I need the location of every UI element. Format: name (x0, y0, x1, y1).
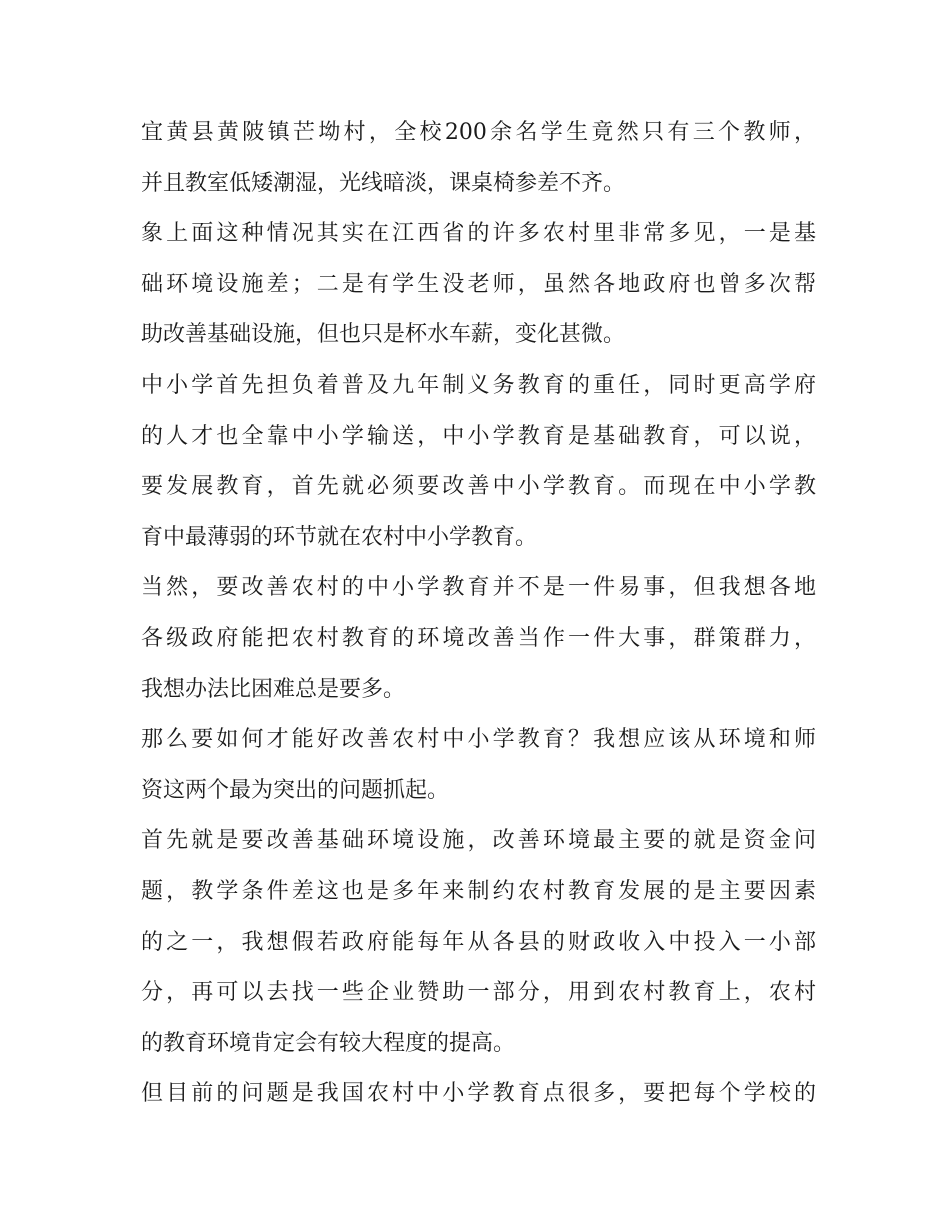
text-line: 但目前的问题是我国农村中小学教育点很多，要把每个学校的 (141, 1081, 816, 1107)
text-line: 并且教室低矮潮湿，光线暗淡，课桌椅参差不齐。 (141, 170, 626, 196)
text-line: 分，再可以去找一些企业赞助一部分，用到农村教育上，农村 (141, 980, 816, 1006)
text-line: 的人才也全靠中小学输送，中小学教育是基础教育，可以说， (141, 423, 816, 449)
text-line: 那么要如何才能好改善农村中小学教育？我想应该从环境和师 (141, 727, 816, 753)
text-line: 要发展教育，首先就必须要改善中小学教育。而现在中小学教 (141, 474, 816, 500)
text-line: 中小学首先担负着普及九年制义务教育的重任，同时更高学府 (141, 372, 816, 398)
text-line: 的之一，我想假若政府能每年从各县的财政收入中投入一小部 (141, 929, 816, 955)
text-line: 助改善基础设施，但也只是杯水车薪，变化甚微。 (141, 322, 626, 348)
text-line: 题，教学条件差这也是多年来制约农村教育发展的是主要因素 (141, 878, 816, 904)
text-line: 础环境设施差；二是有学生没老师，虽然各地政府也曾多次帮 (141, 271, 816, 297)
text-line: 的教育环境肯定会有较大程度的提高。 (141, 1030, 516, 1056)
text-line: 宜黄县黄陂镇芒坳村，全校200余名学生竟然只有三个教师， (141, 120, 816, 145)
text-line: 首先就是要改善基础环境设施，改善环境最主要的就是资金问 (141, 828, 816, 854)
text-line: 象上面这种情况其实在江西省的许多农村里非常多见，一是基 (141, 221, 816, 247)
text-line: 我想办法比困难总是要多。 (141, 676, 406, 702)
text-line: 资这两个最为突出的问题抓起。 (141, 777, 450, 803)
document-body (141, 108, 816, 1120)
text-line: 当然，要改善农村的中小学教育并不是一件易事，但我想各地 (141, 575, 816, 601)
text-line: 各级政府能把农村教育的环境改善当作一件大事，群策群力， (141, 625, 816, 651)
text-line: 育中最薄弱的环节就在农村中小学教育。 (141, 524, 538, 550)
